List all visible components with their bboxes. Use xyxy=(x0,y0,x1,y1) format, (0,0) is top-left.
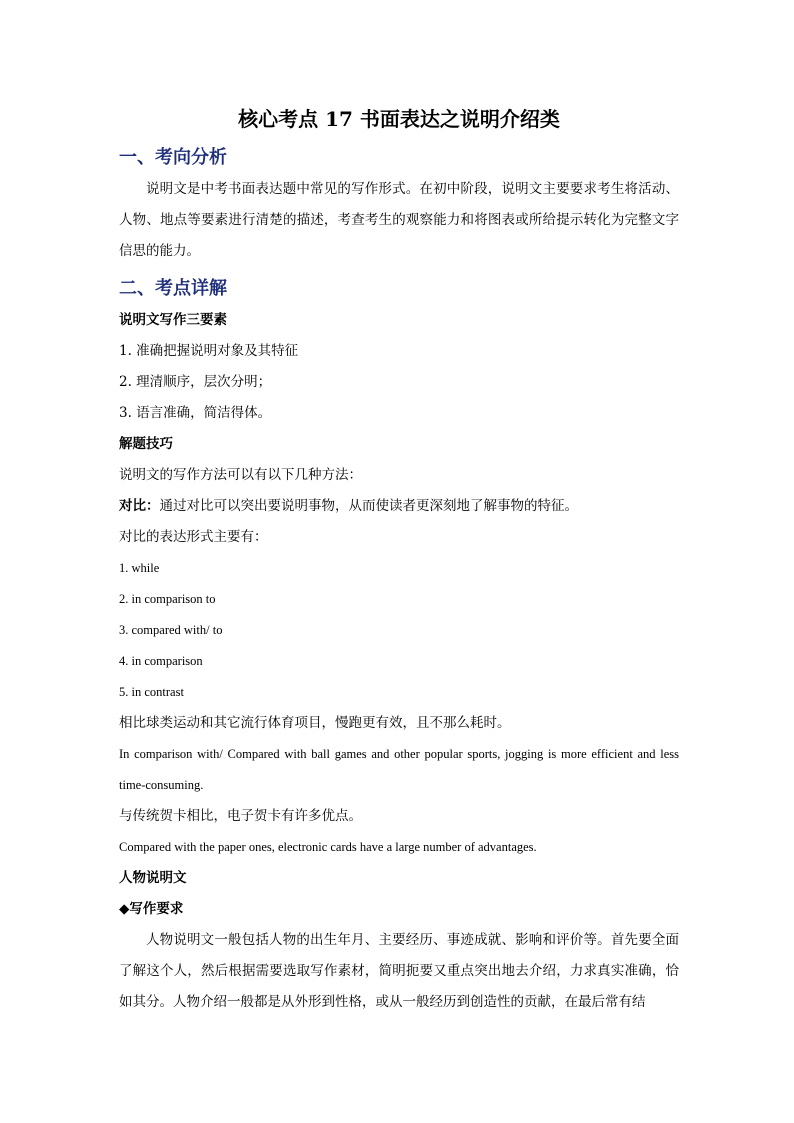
person-heading: 人物说明文 xyxy=(119,870,187,886)
tips-heading: 解题技巧 xyxy=(119,436,173,452)
section-heading-analysis: 一、考向分析 xyxy=(119,147,227,168)
methods-intro: 说明文的写作方法可以有以下几种方法： xyxy=(119,467,362,483)
page-content xyxy=(119,102,679,1018)
writing-requirements-heading: ◆写作要求 xyxy=(119,901,184,917)
contrast-text: 通过对比可以突出要说明事物，从而使读者更深刻地了解事物的特征。 xyxy=(159,498,578,514)
contrast-form-item: 3. compared with/ to xyxy=(119,623,223,637)
example1-chinese: 相比球类运动和其它流行体育项目，慢跑更有效，且不那么耗时。 xyxy=(119,715,511,731)
element-item: 3. 语言准确，简洁得体。 xyxy=(119,405,272,421)
example2-chinese: 与传统贺卡相比，电子贺卡有许多优点。 xyxy=(119,808,362,824)
contrast-form-item: 2. in comparison to xyxy=(119,592,216,606)
contrast-form-item: 4. in comparison xyxy=(119,654,203,668)
person-paragraph: 人物说明文一般包括人物的出生年月、主要经历、事迹成就、影响和评价等。首先要全面了解这个人，然后根据需要选取写作素材，简明扼要又重点突出地去介绍，力求真实准确，恰如其分。人物介绍一般都是从外形到性格，或从一般经历到创造性的贡献，在最后常有结 xyxy=(119,932,679,1010)
contrast-form-item: 5. in contrast xyxy=(119,685,184,699)
contrast-forms-intro: 对比的表达形式主要有： xyxy=(119,529,268,545)
contrast-label: 对比： xyxy=(119,498,160,514)
page-title: 核心考点 17 书面表达之说明介绍类 xyxy=(238,107,560,131)
analysis-paragraph: 说明文是中考书面表达题中常见的写作形式。在初中阶段，说明文主要要求考生将活动、人物、地点等要素进行清楚的描述，考查考生的观察能力和将图表或所给提示转化为完整文字信思的能力。 xyxy=(119,181,679,259)
contrast-form-item: 1. while xyxy=(119,561,160,575)
elements-heading: 说明文写作三要素 xyxy=(119,312,227,328)
element-item: 2. 理清顺序，层次分明； xyxy=(119,374,272,390)
section-heading-details: 二、考点详解 xyxy=(119,278,227,299)
contrast-definition xyxy=(119,491,679,522)
example2-english: Compared with the paper ones, electronic cards have a large number of advantages. xyxy=(119,840,537,854)
example1-english: In comparison with/ Compared with ball games and other popular sports, jogging is more efficient and less time-consuming. xyxy=(119,747,679,792)
element-item: 1. 准确把握说明对象及其特征 xyxy=(119,343,299,359)
